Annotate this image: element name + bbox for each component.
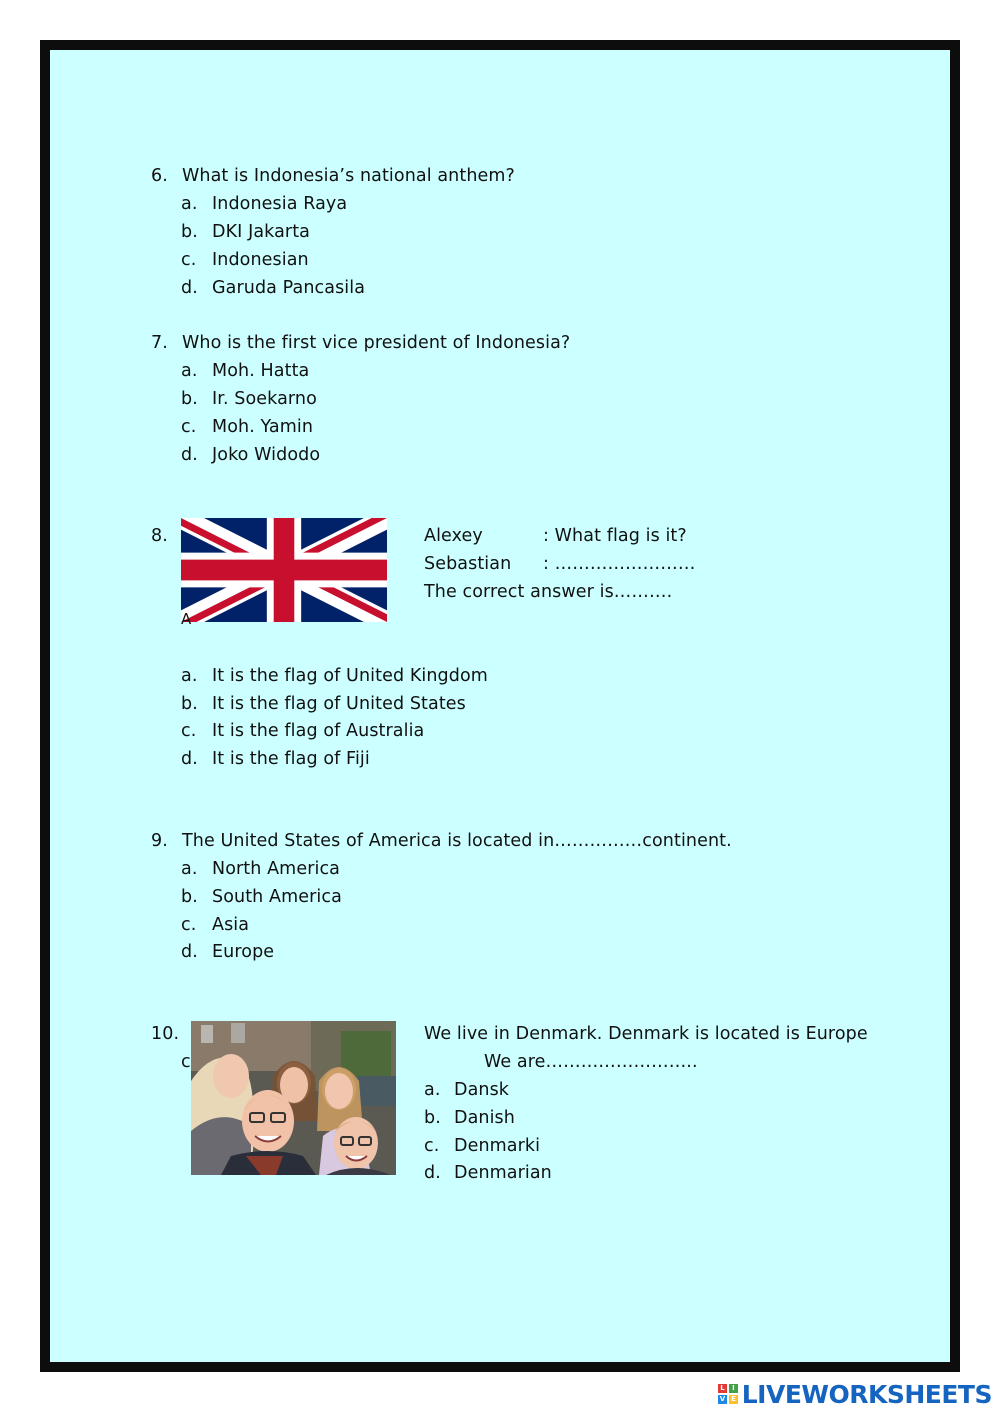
q10-option-c-letter: c.	[424, 1136, 440, 1156]
question-10-text: We live in Denmark. Denmark is located is Europe	[424, 1024, 868, 1044]
q9-option-b-letter: b.	[181, 887, 198, 907]
q10-option-a[interactable]: Dansk	[454, 1080, 510, 1100]
liveworksheets-logo[interactable]	[718, 1381, 992, 1407]
question-9-number: 9.	[151, 831, 168, 851]
q6-option-d-letter: d.	[181, 278, 198, 298]
q7-option-c-letter: c.	[181, 417, 197, 437]
question-10-text-2: We are……………………..	[484, 1052, 698, 1072]
q8-option-c[interactable]: It is the flag of Australia	[212, 721, 425, 741]
question-9-text: The United States of America is located in……………continent.	[182, 831, 732, 851]
q7-option-a-letter: a.	[181, 361, 198, 381]
q6-option-c[interactable]: Indonesian	[212, 250, 309, 270]
q9-option-a-letter: a.	[181, 859, 198, 879]
q10-option-b-letter: b.	[424, 1108, 441, 1128]
q8-prompt: The correct answer is……….	[424, 582, 673, 602]
q7-option-a[interactable]: Moh. Hatta	[212, 361, 310, 381]
q6-option-a-letter: a.	[181, 194, 198, 214]
q10-option-d-letter: d.	[424, 1163, 441, 1183]
question-10-number: 10.	[151, 1024, 180, 1044]
liveworksheets-logo-icon: L I V E	[718, 1384, 738, 1404]
question-7-number: 7.	[151, 333, 168, 353]
q7-option-b[interactable]: Ir. Soekarno	[212, 389, 317, 409]
q8-line-1: : What flag is it?	[543, 526, 687, 546]
q10-option-c[interactable]: Denmarki	[454, 1136, 541, 1156]
q9-option-d-letter: d.	[181, 942, 198, 962]
q8-speaker-2: Sebastian	[424, 554, 512, 574]
q9-option-c[interactable]: Asia	[212, 915, 250, 935]
question-7-text: Who is the first vice president of Indonesia?	[182, 333, 571, 353]
q6-option-c-letter: c.	[181, 250, 197, 270]
q8-option-c-letter: c.	[181, 721, 197, 741]
question-6-number: 6.	[151, 166, 168, 186]
q8-speaker-1: Alexey	[424, 526, 483, 546]
q10-option-a-letter: a.	[424, 1080, 441, 1100]
q8-option-b[interactable]: It is the flag of United States	[212, 694, 466, 714]
q10-stray-char: c	[181, 1052, 191, 1072]
q8-option-a[interactable]: It is the flag of United Kingdom	[212, 666, 488, 686]
q6-option-b-letter: b.	[181, 222, 198, 242]
q8-option-b-letter: b.	[181, 694, 198, 714]
q8-line-2: : ……………………	[543, 554, 696, 574]
question-8-number: 8.	[151, 526, 168, 546]
q10-option-b[interactable]: Danish	[454, 1108, 515, 1128]
q8-stray-char: A	[181, 610, 192, 628]
q9-option-c-letter: c.	[181, 915, 197, 935]
union-jack-flag	[181, 518, 387, 622]
q7-option-d[interactable]: Joko Widodo	[212, 445, 321, 465]
group-selfie-photo	[191, 1021, 396, 1175]
q9-option-a[interactable]: North America	[212, 859, 340, 879]
q10-option-d[interactable]: Denmarian	[454, 1163, 552, 1183]
q6-option-d[interactable]: Garuda Pancasila	[212, 278, 366, 298]
q9-option-b[interactable]: South America	[212, 887, 342, 907]
liveworksheets-wordmark: LIVEWORKSHEETS	[741, 1379, 992, 1409]
q8-option-d[interactable]: It is the flag of Fiji	[212, 749, 370, 769]
question-6-text: What is Indonesia’s national anthem?	[182, 166, 515, 186]
q7-option-c[interactable]: Moh. Yamin	[212, 417, 314, 437]
q7-option-b-letter: b.	[181, 389, 198, 409]
q9-option-d[interactable]: Europe	[212, 942, 275, 962]
q6-option-a[interactable]: Indonesia Raya	[212, 194, 348, 214]
q8-option-d-letter: d.	[181, 749, 198, 769]
q7-option-d-letter: d.	[181, 445, 198, 465]
q8-option-a-letter: a.	[181, 666, 198, 686]
q6-option-b[interactable]: DKI Jakarta	[212, 222, 310, 242]
